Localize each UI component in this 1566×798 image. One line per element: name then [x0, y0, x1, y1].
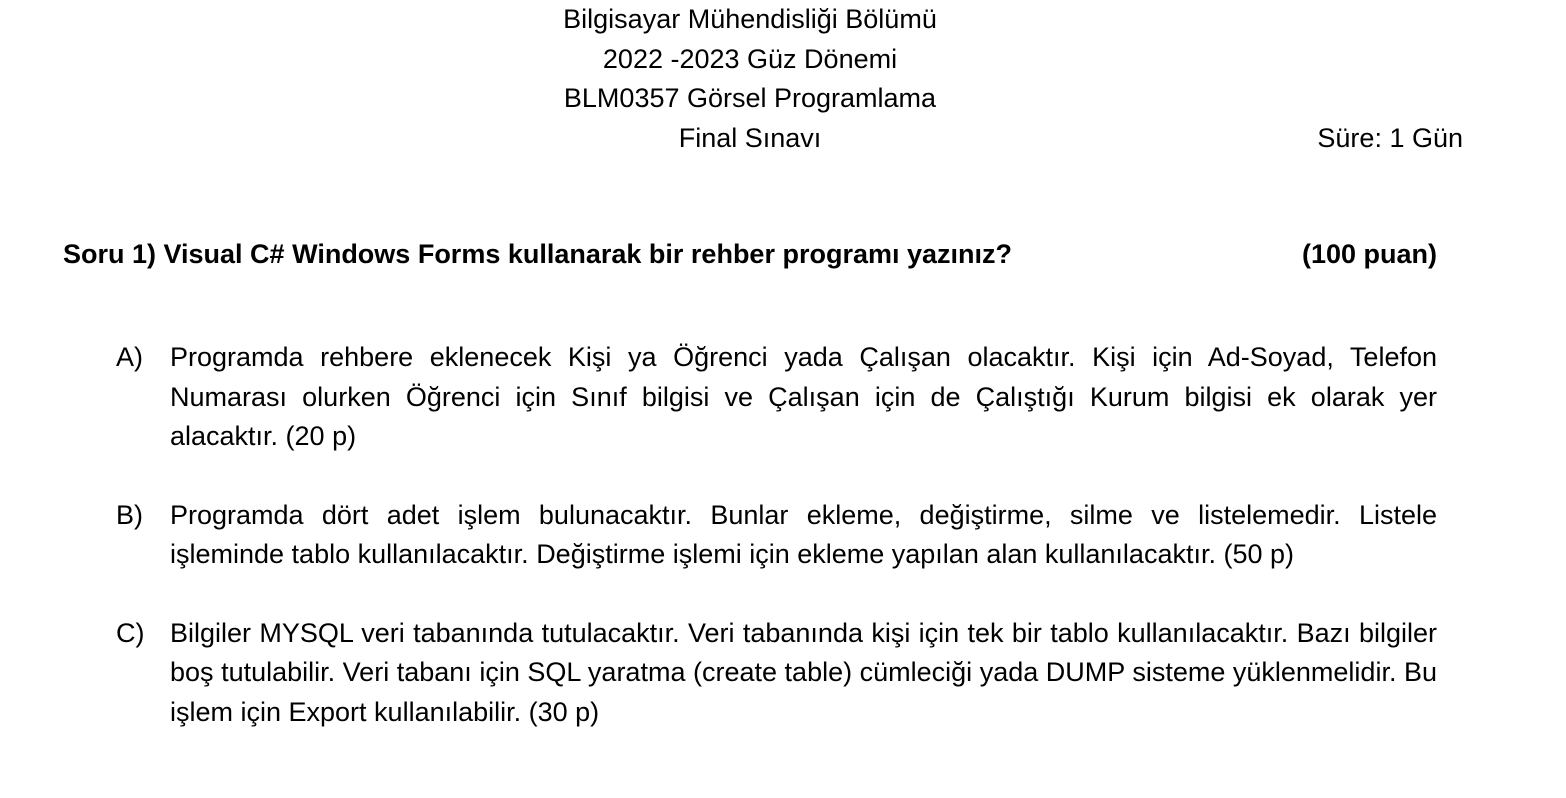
question-items	[116, 338, 1437, 771]
item-letter: A)	[116, 342, 143, 372]
item-text: Bilgiler MYSQL veri tabanında tutulacaktır. Veri tabanında kişi için tek bir tablo kullanılacaktır. Bazı bilgiler boş tutulabilir. Veri tabanı için SQL yaratma (create table) cümleciği yada DUMP sisteme yüklenmelidir. Bu işlem için Export kullanılabilir. (30 p)	[170, 617, 1437, 727]
list-item	[116, 496, 1437, 575]
exam-duration: Süre: 1 Gün	[1317, 123, 1463, 153]
exam-header	[450, 0, 1050, 158]
item-letter: C)	[116, 617, 145, 648]
exam-title: Final Sınavı	[678, 122, 822, 153]
item-text: Programda dört adet işlem bulunacaktır. Bunlar ekleme, değiştirme, silme ve listelemedir. Listele işleminde tablo kullanılacaktır. Değiştirme işlemi için ekleme yapılan alan kullanılacaktır. (50 p)	[170, 499, 1437, 569]
course-title: BLM0357 Görsel Programlama	[563, 83, 937, 113]
question-points: (100 puan)	[1301, 239, 1437, 269]
question-title: Soru 1) Visual C# Windows Forms kullanarak bir rehber programı yazınız?	[63, 239, 1012, 269]
item-text: Programda rehbere eklenecek Kişi ya Öğrenci yada Çalışan olacaktır. Kişi için Ad-Soyad, Telefon Numarası olurken Öğrenci için Sınıf bilgisi ve Çalışan için de Çalıştığı Kurum bilgisi ek olarak yer alacaktır. (20 p)	[170, 342, 1437, 451]
department-name: Bilgisayar Mühendisliği Bölümü	[563, 4, 937, 34]
list-item	[116, 338, 1437, 457]
list-item	[116, 614, 1437, 733]
academic-term: 2022 -2023 Güz Dönemi	[602, 43, 898, 74]
item-letter: B)	[116, 499, 143, 530]
question-heading	[63, 236, 1437, 272]
